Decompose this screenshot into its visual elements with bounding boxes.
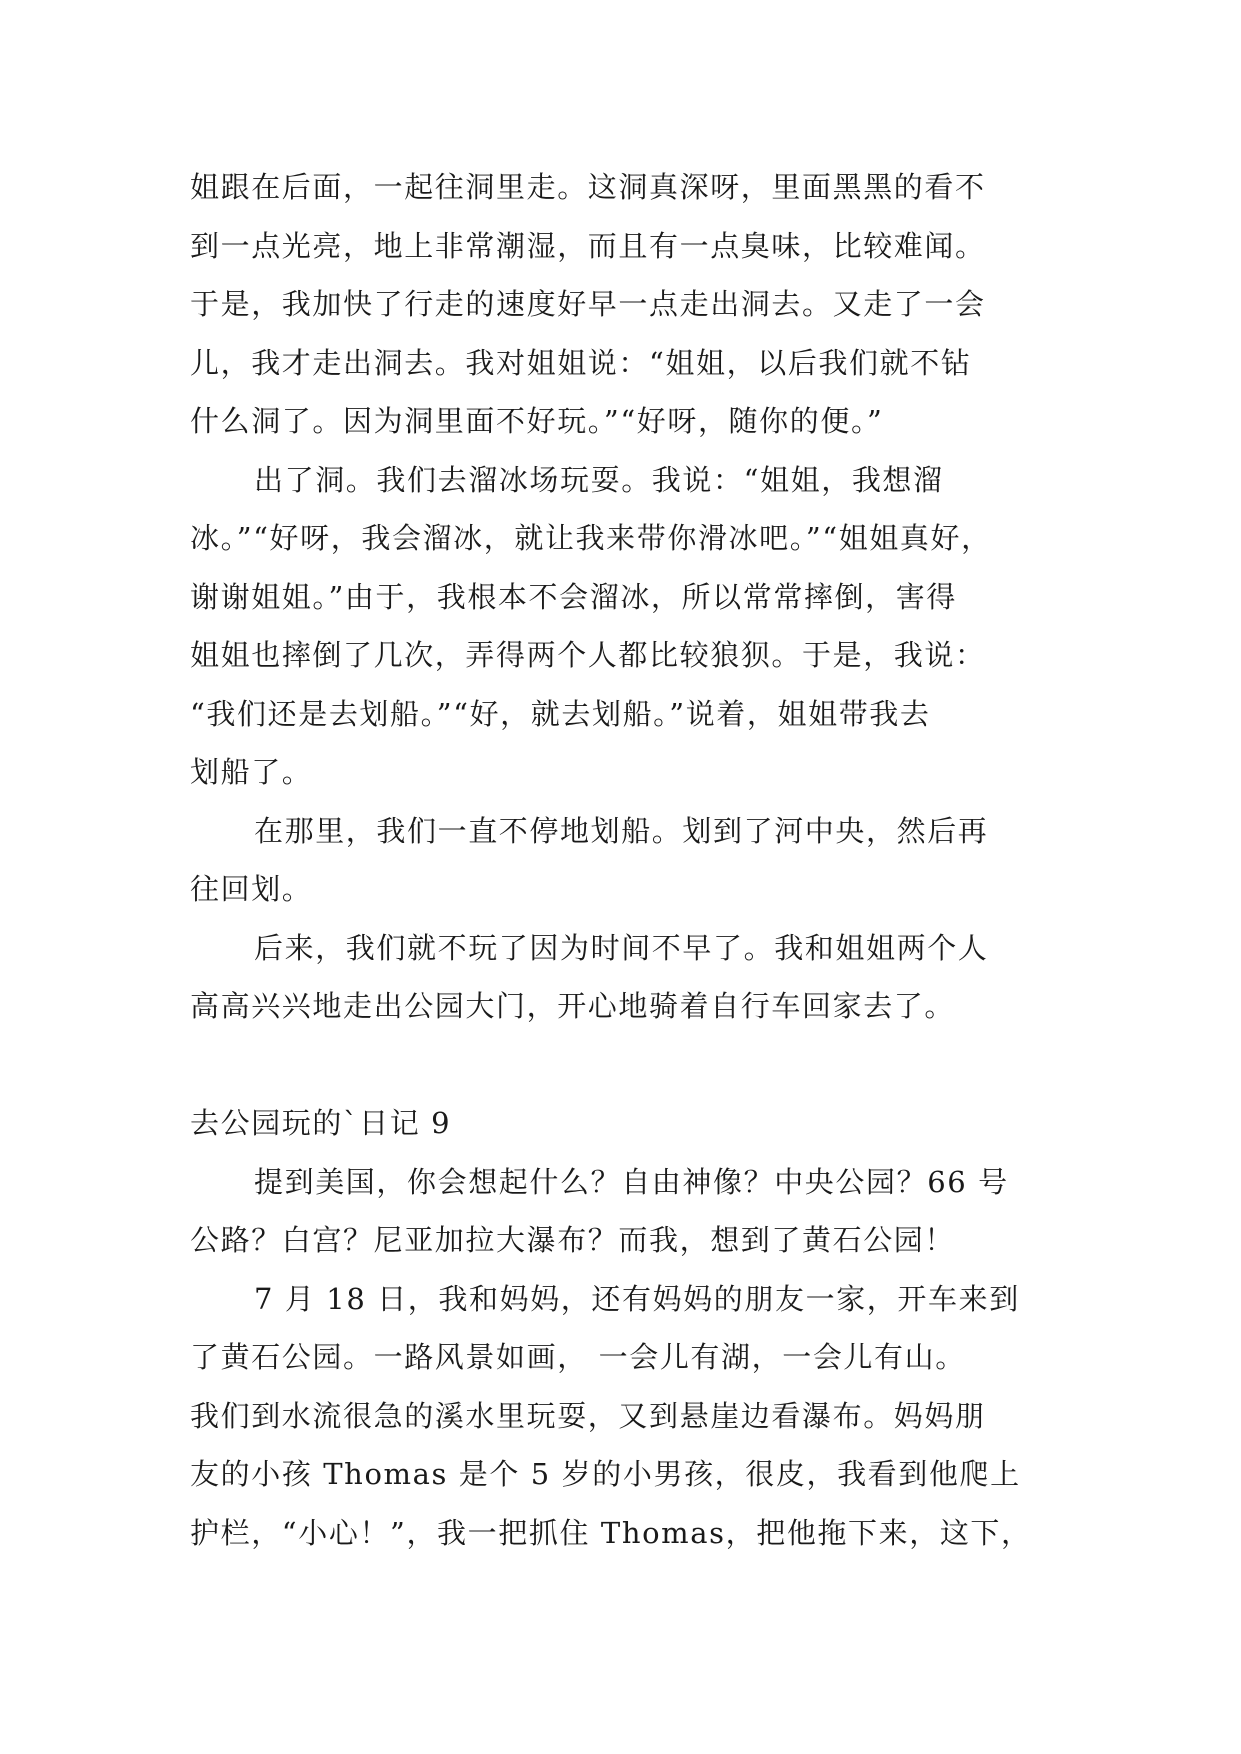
- paragraph: [190, 1270, 1070, 1563]
- text-line: 什么洞了。因为洞里面不好玩。”“好呀，随你的便。”: [190, 404, 884, 438]
- section-heading: 去公园玩的`日记 9: [190, 1106, 452, 1140]
- text-line: 到一点光亮，地上非常潮湿，而且有一点臭味，比较难闻。: [190, 228, 986, 263]
- blank-line: [190, 1036, 1070, 1095]
- text-line: 高高兴兴地走出公园大门，开心地骑着自行车回家去了。: [190, 989, 956, 1023]
- text-line: 儿，我才走出洞去。我对姐姐说：“姐姐，以后我们就不钻: [190, 345, 972, 380]
- text-line: 姐姐也摔倒了几次，弄得两个人都比较狼狈。于是，我说：: [190, 638, 986, 672]
- text-line: 护栏，“小心！”，我一把抓住 Thomas，把他拖下来，这下，: [190, 1515, 1032, 1550]
- text-line: 冰。”“好呀，我会溜冰，就让我来带你滑冰吧。”“姐姐真好，: [190, 521, 992, 555]
- text-line: 了黄石公园。一路风景如画， 一会儿有湖，一会儿有山。: [190, 1340, 966, 1374]
- text-line: 出了洞。我们去溜冰场玩耍。我说：“姐姐，我想溜: [254, 462, 944, 497]
- text-line: “我们还是去划船。”“好，就去划船。”说着，姐姐带我去: [190, 696, 931, 731]
- text-line: 往回划。: [190, 872, 313, 906]
- paragraph: [190, 451, 1070, 802]
- text-line: 划船了。: [190, 755, 313, 789]
- text-line: 我们到水流很急的溪水里玩耍，又到悬崖边看瀑布。妈妈朋: [190, 1398, 986, 1433]
- paragraph: [190, 919, 1070, 1036]
- paragraph: [190, 802, 1070, 919]
- text-line: 7 月 18 日，我和妈妈，还有妈妈的朋友一家，开车来到: [254, 1281, 1020, 1316]
- text-line: 公路？白宫？尼亚加拉大瀑布？而我，想到了黄石公园！: [190, 1223, 956, 1257]
- paragraph: [190, 1153, 1070, 1270]
- text-line: 姐跟在后面，一起往洞里走。这洞真深呀，里面黑黑的看不: [190, 170, 986, 204]
- text-line: 提到美国，你会想起什么？自由神像？中央公园？66 号: [254, 1164, 1009, 1199]
- text-line: 在那里，我们一直不停地划船。划到了河中央，然后再: [254, 813, 989, 848]
- paragraph: [190, 158, 1070, 451]
- document-body: [190, 158, 1070, 1562]
- text-line: 后来，我们就不玩了因为时间不早了。我和姐姐两个人: [254, 930, 989, 965]
- text-line: 友的小孩 Thomas 是个 5 岁的小男孩，很皮，我看到他爬上: [190, 1457, 1021, 1491]
- text-line: 谢谢姐姐。”由于，我根本不会溜冰，所以常常摔倒，害得: [190, 579, 957, 614]
- text-line: 于是，我加快了行走的速度好早一点走出洞去。又走了一会: [190, 287, 986, 321]
